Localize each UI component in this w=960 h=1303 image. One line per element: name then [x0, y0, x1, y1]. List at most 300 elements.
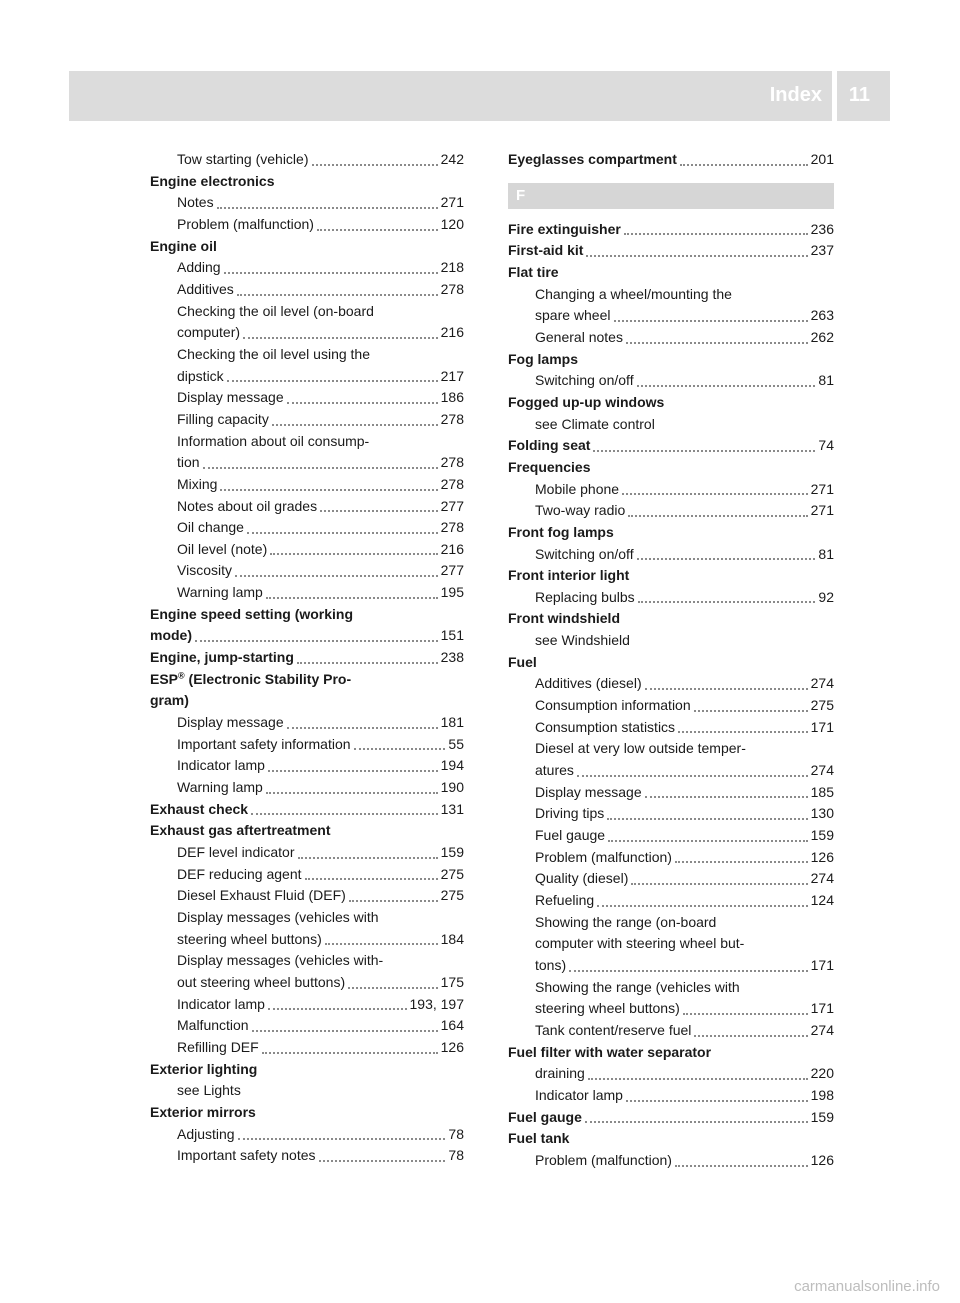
page-reference[interactable]: 81 — [818, 545, 834, 562]
dot-leader — [262, 1052, 438, 1054]
page-reference[interactable]: 131 — [440, 800, 464, 817]
dot-leader — [237, 294, 438, 296]
dot-leader — [586, 255, 807, 257]
index-entry-text: DEF reducing agent — [177, 865, 302, 882]
index-subentry[interactable] — [150, 149, 464, 171]
index-entry-text: Consumption information — [535, 697, 691, 714]
dot-leader — [238, 1138, 446, 1140]
index-subentry[interactable] — [150, 929, 464, 951]
index-entry-text: Folding seat — [508, 437, 591, 454]
index-heading — [150, 1102, 464, 1124]
index-subentry[interactable] — [150, 560, 464, 582]
index-entry-text: Display message — [535, 783, 642, 800]
index-entry-text: Fuel — [508, 653, 537, 670]
index-entry-text: Fuel filter with water separator — [508, 1043, 712, 1060]
index-heading[interactable] — [508, 240, 834, 262]
index-heading — [508, 262, 834, 284]
index-subentry[interactable] — [150, 452, 464, 474]
index-subentry[interactable] — [150, 777, 464, 799]
index-column-right — [508, 149, 834, 1172]
index-subentry[interactable] — [508, 1150, 834, 1172]
index-entry-text: Engine speed setting (working — [150, 605, 354, 622]
index-entry-text: Exhaust gas aftertreatment — [150, 822, 331, 839]
index-subentry[interactable] — [150, 257, 464, 279]
index-entry-text: Important safety notes — [177, 1147, 316, 1164]
index-subentry[interactable] — [508, 587, 834, 609]
index-entry-text: tons) — [535, 956, 567, 973]
dot-leader — [645, 688, 808, 690]
page-reference[interactable]: 171 — [810, 956, 834, 973]
page-reference[interactable]: 237 — [810, 242, 834, 259]
page-reference[interactable]: 275 — [810, 697, 834, 714]
dot-leader — [608, 840, 808, 842]
index-heading — [508, 608, 834, 630]
index-subentry[interactable] — [508, 890, 834, 912]
index-entry-text: Indicator lamp — [177, 757, 265, 774]
index-entry-text: Front interior light — [508, 567, 630, 584]
index-subentry[interactable] — [150, 496, 464, 518]
page-reference[interactable]: 218 — [440, 259, 464, 276]
index-subentry — [508, 933, 834, 955]
index-heading[interactable] — [150, 799, 464, 821]
index-entry-text: Warning lamp — [177, 584, 263, 601]
index-subentry — [508, 912, 834, 934]
page-reference[interactable]: 217 — [440, 367, 464, 384]
index-subentry[interactable] — [508, 695, 834, 717]
index-subentry — [150, 431, 464, 453]
dot-leader — [287, 727, 438, 729]
page-reference[interactable]: 78 — [448, 1125, 464, 1142]
index-entry-text: Showing the range (vehicles with — [535, 978, 740, 995]
page-reference[interactable]: 201 — [810, 151, 834, 167]
page-reference[interactable]: 274 — [810, 675, 834, 692]
index-entry-text: Important safety information — [177, 735, 351, 752]
index-subentry[interactable] — [508, 760, 834, 782]
index-entry-text: Engine electronics — [150, 172, 275, 189]
index-entry-text: spare wheel — [535, 307, 611, 324]
index-entry-text: Filling capacity — [177, 410, 269, 427]
page-reference[interactable]: 236 — [810, 220, 834, 237]
index-entry-text: Fire extinguisher — [508, 220, 621, 237]
index-entry-text: Quality (diesel) — [535, 870, 629, 887]
dot-leader — [694, 710, 808, 712]
dot-leader — [220, 489, 437, 491]
index-entry-text: Diesel at very low outside temper- — [535, 740, 746, 757]
index-subentry[interactable] — [150, 755, 464, 777]
index-entry-text: Fog lamps — [508, 350, 579, 367]
page-reference[interactable]: 193, 197 — [409, 995, 464, 1012]
index-subentry[interactable] — [150, 474, 464, 496]
dot-leader — [227, 380, 438, 382]
page-reference[interactable]: 164 — [440, 1017, 464, 1034]
page-reference[interactable]: 238 — [440, 649, 464, 666]
dot-leader — [349, 900, 438, 902]
page-reference[interactable]: 130 — [810, 805, 834, 822]
index-entry-text: Switching on/off — [535, 372, 634, 389]
index-heading — [150, 171, 464, 193]
page-reference[interactable]: 216 — [440, 540, 464, 557]
index-entry-text: Exterior lighting — [150, 1060, 258, 1077]
page-reference[interactable]: 185 — [810, 783, 834, 800]
page-reference[interactable]: 278 — [440, 410, 464, 427]
dot-leader — [637, 385, 816, 387]
index-subentry — [150, 907, 464, 929]
index-subentry[interactable] — [150, 322, 464, 344]
index-entry-text: see Climate control — [535, 415, 655, 432]
index-heading — [508, 1128, 834, 1150]
page-reference[interactable]: 81 — [818, 372, 834, 389]
index-entry-text: Fogged up-up windows — [508, 393, 665, 410]
index-subentry[interactable] — [150, 409, 464, 431]
index-entry-text: Front windshield — [508, 610, 620, 627]
dot-leader — [626, 342, 808, 344]
index-heading — [150, 604, 464, 626]
index-subentry[interactable] — [508, 803, 834, 825]
page-reference[interactable]: 78 — [448, 1147, 464, 1164]
index-subentry[interactable] — [150, 366, 464, 388]
index-entry-text: dipstick — [177, 367, 224, 384]
dot-leader — [247, 532, 438, 534]
page-reference[interactable]: 74 — [818, 437, 834, 454]
index-heading — [508, 1042, 834, 1064]
index-entry-text: Mobile phone — [535, 480, 620, 497]
index-heading — [508, 565, 834, 587]
index-subentry — [508, 630, 834, 652]
index-entry-text: Problem (malfunction) — [535, 1151, 672, 1168]
page-reference[interactable]: 151 — [440, 627, 464, 644]
dot-leader — [631, 883, 807, 885]
index-subentry[interactable] — [508, 479, 834, 501]
index-subentry[interactable] — [150, 885, 464, 907]
index-entry-text: Indicator lamp — [177, 995, 265, 1012]
index-entry-text: Additives (diesel) — [535, 675, 642, 692]
dot-leader — [297, 662, 438, 664]
index-subentry[interactable] — [508, 998, 834, 1020]
index-subentry[interactable] — [150, 517, 464, 539]
index-entry-text: computer with steering wheel but- — [535, 935, 745, 952]
page-reference[interactable]: 220 — [810, 1065, 834, 1082]
index-entry-text: First-aid kit — [508, 242, 584, 259]
index-entry-text: Notes about oil grades — [177, 497, 318, 514]
index-entry-text: see Lights — [177, 1082, 241, 1099]
index-subentry[interactable] — [150, 1037, 464, 1059]
index-entry-text: Checking the oil level using the — [177, 345, 371, 362]
dot-leader — [203, 467, 438, 469]
index-subentry[interactable] — [508, 544, 834, 566]
index-subentry[interactable] — [150, 734, 464, 756]
dot-leader — [320, 510, 438, 512]
dot-leader — [569, 970, 808, 972]
dot-leader — [577, 775, 808, 777]
index-entry-text: Engine oil — [150, 237, 217, 254]
index-subentry[interactable] — [508, 673, 834, 695]
section-title: Index — [769, 84, 822, 106]
dot-leader — [217, 207, 438, 209]
index-subentry[interactable] — [150, 1145, 464, 1167]
index-heading — [150, 669, 464, 691]
index-subentry[interactable] — [150, 1015, 464, 1037]
index-entry-text: Oil level (note) — [177, 540, 268, 557]
index-entry-text: General notes — [535, 328, 623, 345]
index-subentry[interactable] — [150, 1124, 464, 1146]
page-reference[interactable]: 126 — [810, 1151, 834, 1168]
index-entry-text: Fuel gauge — [508, 1108, 582, 1125]
index-subentry[interactable] — [508, 955, 834, 977]
index-subentry[interactable] — [508, 305, 834, 327]
index-entry-text: Exhaust check — [150, 800, 249, 817]
page-reference[interactable]: 278 — [440, 475, 464, 492]
dot-leader — [680, 164, 808, 166]
index-entry-text: Diesel Exhaust Fluid (DEF) — [177, 887, 346, 904]
dot-leader — [235, 575, 438, 577]
page-reference[interactable]: 263 — [810, 307, 834, 324]
index-entry-text: Fuel tank — [508, 1130, 570, 1147]
index-subentry — [150, 344, 464, 366]
dot-leader — [266, 597, 438, 599]
index-heading[interactable] — [508, 435, 834, 457]
index-entry-text: Display messages (vehicles with- — [177, 952, 384, 969]
dot-leader — [348, 987, 438, 989]
index-entry-text: Adjusting — [177, 1125, 235, 1142]
page-reference[interactable]: 274 — [810, 870, 834, 887]
page-reference[interactable]: 278 — [440, 280, 464, 297]
index-subentry[interactable] — [508, 847, 834, 869]
dot-leader — [614, 320, 808, 322]
dot-leader — [694, 1035, 807, 1037]
dot-leader — [305, 878, 438, 880]
index-subentry[interactable] — [150, 994, 464, 1016]
index-entry-text: Additives — [177, 280, 234, 297]
page-reference[interactable]: 271 — [810, 480, 834, 497]
index-subentry[interactable] — [508, 1085, 834, 1107]
dot-leader — [645, 796, 808, 798]
index-subentry[interactable] — [508, 1063, 834, 1085]
index-entry-text: Oil change — [177, 519, 244, 536]
index-heading[interactable] — [150, 647, 464, 669]
index-entry-text: steering wheel buttons) — [535, 1000, 680, 1017]
page-header — [69, 71, 890, 121]
index-heading — [508, 522, 834, 544]
dot-leader — [585, 1121, 808, 1123]
index-subentry[interactable] — [508, 1020, 834, 1042]
index-heading[interactable] — [150, 625, 464, 647]
index-heading — [508, 457, 834, 479]
page-reference[interactable]: 120 — [440, 215, 464, 232]
index-heading — [150, 820, 464, 842]
page-reference[interactable]: 124 — [810, 892, 834, 908]
dot-leader — [266, 792, 438, 794]
index-subentry — [150, 1080, 464, 1102]
index-subentry[interactable] — [150, 712, 464, 734]
index-entry-text: Changing a wheel/mounting the — [535, 285, 732, 302]
dot-leader — [312, 164, 438, 166]
index-subentry — [508, 977, 834, 999]
page-reference[interactable]: 195 — [440, 584, 464, 601]
index-entry-text: ESP® (Electronic Stability Pro- — [150, 670, 352, 687]
index-subentry[interactable] — [508, 868, 834, 890]
page-reference[interactable]: 216 — [440, 324, 464, 341]
page-reference[interactable]: 274 — [810, 762, 834, 779]
index-entry-text: gram) — [150, 692, 189, 709]
index-entry-text: out steering wheel buttons) — [177, 973, 346, 990]
index-entry-text: Checking the oil level (on-board — [177, 302, 374, 319]
page-reference[interactable]: 184 — [440, 930, 464, 947]
index-entry-text: Display message — [177, 389, 284, 406]
dot-leader — [628, 515, 807, 517]
page-reference[interactable]: 92 — [818, 588, 834, 605]
index-entry-text: Engine, jump-starting — [150, 649, 294, 666]
page-reference[interactable]: 277 — [440, 562, 464, 579]
index-entry-text: mode) — [150, 627, 192, 644]
dot-leader — [317, 229, 438, 231]
index-entry-text: Consumption statistics — [535, 718, 676, 735]
index-heading — [150, 690, 464, 712]
index-entry-text: Flat tire — [508, 263, 559, 280]
index-entry-text: computer) — [177, 324, 241, 341]
dot-leader — [675, 861, 808, 863]
dot-leader — [593, 450, 815, 452]
page-reference[interactable]: 126 — [440, 1038, 464, 1055]
page-reference[interactable]: 159 — [810, 1108, 834, 1125]
page-reference[interactable]: 190 — [440, 779, 464, 796]
index-entry-text: Viscosity — [177, 562, 232, 579]
index-subentry[interactable] — [150, 842, 464, 864]
index-entry-text: Two-way radio — [535, 502, 626, 519]
index-subentry[interactable] — [508, 717, 834, 739]
page-reference[interactable]: 271 — [440, 194, 464, 211]
index-entry-text: steering wheel buttons) — [177, 930, 322, 947]
dot-leader — [319, 1160, 446, 1162]
index-entry-text: Eyeglasses compartment — [508, 151, 677, 167]
page-reference[interactable]: 181 — [440, 714, 464, 731]
page-reference[interactable]: 159 — [440, 844, 464, 860]
page-reference[interactable]: 175 — [440, 973, 464, 990]
page-reference[interactable]: 198 — [810, 1086, 834, 1103]
dot-leader — [268, 1008, 407, 1010]
dot-leader — [252, 1030, 438, 1032]
dot-leader — [268, 770, 438, 772]
index-subentry — [508, 284, 834, 306]
dot-leader — [298, 857, 438, 859]
page-reference[interactable]: 275 — [440, 887, 464, 904]
index-subentry[interactable] — [150, 864, 464, 886]
dot-leader — [637, 558, 816, 560]
index-entry-text: Showing the range (on-board — [535, 913, 717, 930]
dot-leader — [195, 640, 438, 642]
index-column-left — [150, 149, 464, 1167]
header-divider — [832, 71, 837, 121]
index-entry-text: Tank content/reserve fuel — [535, 1021, 692, 1038]
page-reference[interactable]: 275 — [440, 865, 464, 882]
index-entry-text: Adding — [177, 259, 221, 276]
index-entry-text: Refueling — [535, 892, 595, 908]
dot-leader — [354, 748, 446, 750]
index-subentry[interactable] — [150, 972, 464, 994]
index-subentry — [150, 950, 464, 972]
dot-leader — [270, 553, 437, 555]
dot-leader — [597, 905, 807, 907]
index-subentry[interactable] — [508, 825, 834, 847]
index-entry-text: Front fog lamps — [508, 523, 614, 540]
page-reference[interactable]: 278 — [440, 454, 464, 471]
index-entry-text: draining — [535, 1065, 585, 1082]
index-subentry — [508, 738, 834, 760]
index-entry-text: Information about oil consump- — [177, 432, 370, 449]
dot-leader — [607, 818, 807, 820]
page-reference[interactable]: 55 — [448, 735, 464, 752]
index-subentry[interactable] — [508, 327, 834, 349]
page-reference[interactable]: 242 — [440, 151, 464, 167]
dot-leader — [626, 1100, 808, 1102]
index-heading — [508, 349, 834, 371]
index-entry-text: Switching on/off — [535, 545, 634, 562]
page-reference[interactable]: 159 — [810, 827, 834, 844]
index-subentry[interactable] — [150, 279, 464, 301]
index-subentry[interactable] — [508, 782, 834, 804]
index-entry-text: Problem (malfunction) — [535, 848, 672, 865]
page-reference[interactable]: 262 — [810, 328, 834, 345]
index-heading[interactable] — [508, 219, 834, 241]
index-heading — [150, 1059, 464, 1081]
dot-leader — [675, 1165, 808, 1167]
dot-leader — [638, 601, 816, 603]
index-entry-text: Frequencies — [508, 458, 591, 475]
index-entry-text: Display messages (vehicles with — [177, 908, 379, 925]
page-reference[interactable]: 277 — [440, 497, 464, 514]
index-subentry — [150, 301, 464, 323]
index-subentry[interactable] — [150, 539, 464, 561]
index-entry-text: Tow starting (vehicle) — [177, 151, 309, 167]
index-entry-text: Replacing bulbs — [535, 588, 635, 605]
index-entry-text: tion — [177, 454, 200, 471]
dot-leader — [287, 402, 438, 404]
index-subentry[interactable] — [150, 582, 464, 604]
index-entry-text: Fuel gauge — [535, 827, 606, 844]
index-entry-text: atures — [535, 762, 574, 779]
index-entry-text: see Windshield — [535, 632, 630, 649]
index-heading[interactable] — [508, 1107, 834, 1129]
page-reference[interactable]: 186 — [440, 389, 464, 406]
index-entry-text: DEF level indicator — [177, 844, 295, 860]
page-reference[interactable]: 194 — [440, 757, 464, 774]
page-reference[interactable]: 171 — [810, 1000, 834, 1017]
page-reference[interactable]: 278 — [440, 519, 464, 536]
index-entry-text: Refilling DEF — [177, 1038, 259, 1055]
index-subentry — [508, 414, 834, 436]
index-subentry[interactable] — [150, 387, 464, 409]
index-subentry[interactable] — [150, 192, 464, 214]
index-subentry[interactable] — [150, 214, 464, 236]
dot-leader — [678, 731, 808, 733]
dot-leader — [325, 943, 438, 945]
index-subentry[interactable] — [508, 500, 834, 522]
dot-leader — [243, 337, 438, 339]
page-reference[interactable]: 274 — [810, 1021, 834, 1038]
index-subentry[interactable] — [508, 370, 834, 392]
page-number: 11 — [848, 84, 870, 106]
page-reference[interactable]: 126 — [810, 848, 834, 865]
dot-leader — [272, 424, 438, 426]
dot-leader — [588, 1078, 808, 1080]
index-entry-text: Driving tips — [535, 805, 605, 822]
index-heading[interactable] — [508, 149, 834, 171]
dot-leader — [224, 272, 438, 274]
dot-leader — [624, 233, 808, 235]
page-reference[interactable]: 271 — [810, 502, 834, 519]
index-heading — [150, 236, 464, 258]
index-entry-text: Mixing — [177, 475, 218, 492]
page-reference[interactable]: 171 — [810, 718, 834, 735]
